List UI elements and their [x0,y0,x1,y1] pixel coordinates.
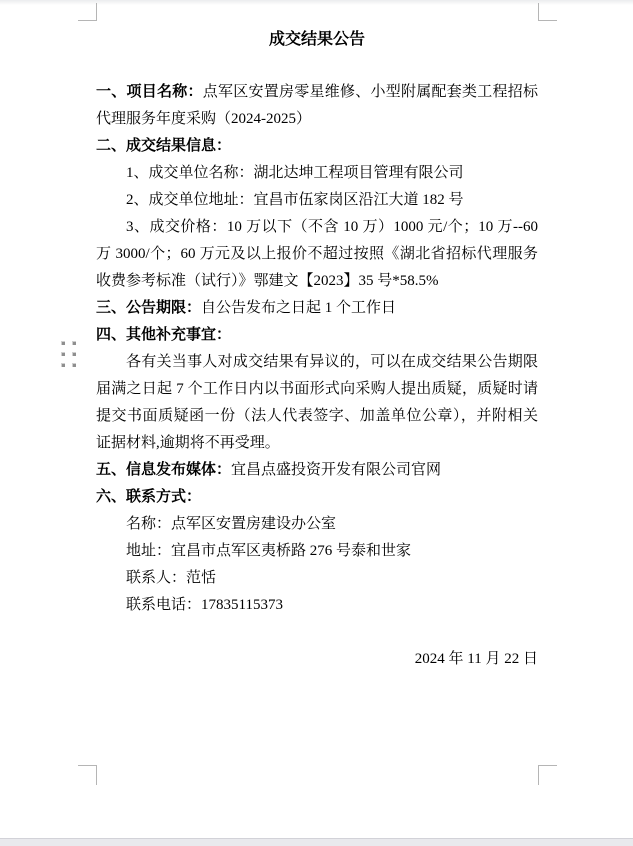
section-label: 一、项目名称： [96,84,203,100]
document-body [96,0,538,673]
paragraph-other-matters-heading [96,322,538,349]
paragraph-text: 自公告发布之日起 1 个工作日 [201,300,397,316]
paragraph-contact-heading [96,484,538,511]
section-label: 三、公告期限： [96,300,202,316]
section-label: 四、其他补充事宜： [96,327,232,343]
paragraph-contact-org [96,511,538,538]
paragraph-text: 点军区安置房零星维修、小型附属配套类工程招标代理服务年度采购（2024-2025） [96,84,538,127]
paragraph-text: 2、成交单位地址：宜昌市伍家岗区沿江大道 182 号 [126,192,464,208]
margin-mark-top-left-icon [78,3,97,21]
paragraph-publish-media [96,457,538,484]
paragraph-winner-address [96,187,538,214]
margin-mark-top-right-icon [538,3,557,21]
paragraph-contact-person [96,565,538,592]
paragraph-project-name [96,79,538,133]
paragraph-price [96,214,538,295]
paragraph-contact-address [96,538,538,565]
section-label: 六、联系方式： [96,489,202,505]
drag-handle-icon[interactable] [61,341,76,367]
paragraph-text: 宜昌点盛投资开发有限公司官网 [231,462,442,478]
paragraph-text: 地址：宜昌市点军区夷桥路 276 号泰和世家 [126,543,412,559]
page-bottom-edge [0,838,633,846]
section-label: 五、信息发布媒体： [96,462,232,478]
paragraph-contact-phone [96,592,538,619]
paragraph-text: 联系电话：17835115373 [126,597,283,613]
margin-mark-bottom-right-icon [538,765,557,785]
paragraph-winner-name [96,160,538,187]
paragraph-announcement-period [96,295,538,322]
paragraph-text: 联系人：范恬 [126,570,217,586]
document-date: 2024 年 11 月 22 日 [414,651,538,667]
paragraph-text: 名称：点军区安置房建设办公室 [126,516,337,532]
paragraph-result-info-heading [96,133,538,160]
paragraph-objection-procedure [96,349,538,457]
paragraph-text: 1、成交单位名称：湖北达坤工程项目管理有限公司 [126,165,464,181]
paragraph-text: 3、成交价格：10 万以下（不含 10 万）1000 元/个；10 万--60 万 3000/个；60 万元及以上报价不超过按照《湖北省招标代理服务收费参考标准（试行）》鄂建文【2023】35 号*58.5% [96,219,538,289]
section-label: 二、成交结果信息： [96,138,232,154]
page-title: 成交结果公告 [268,31,365,48]
margin-mark-bottom-left-icon [78,765,97,785]
paragraph-text: 各有关当事人对成交结果有异议的，可以在成交结果公告期限届满之日起 7 个工作日内以书面形式向采购人提出质疑，质疑时请提交书面质疑函一份（法人代表签字、加盖单位公章），并附相关证据材料,逾期将不再受理。 [96,354,538,451]
